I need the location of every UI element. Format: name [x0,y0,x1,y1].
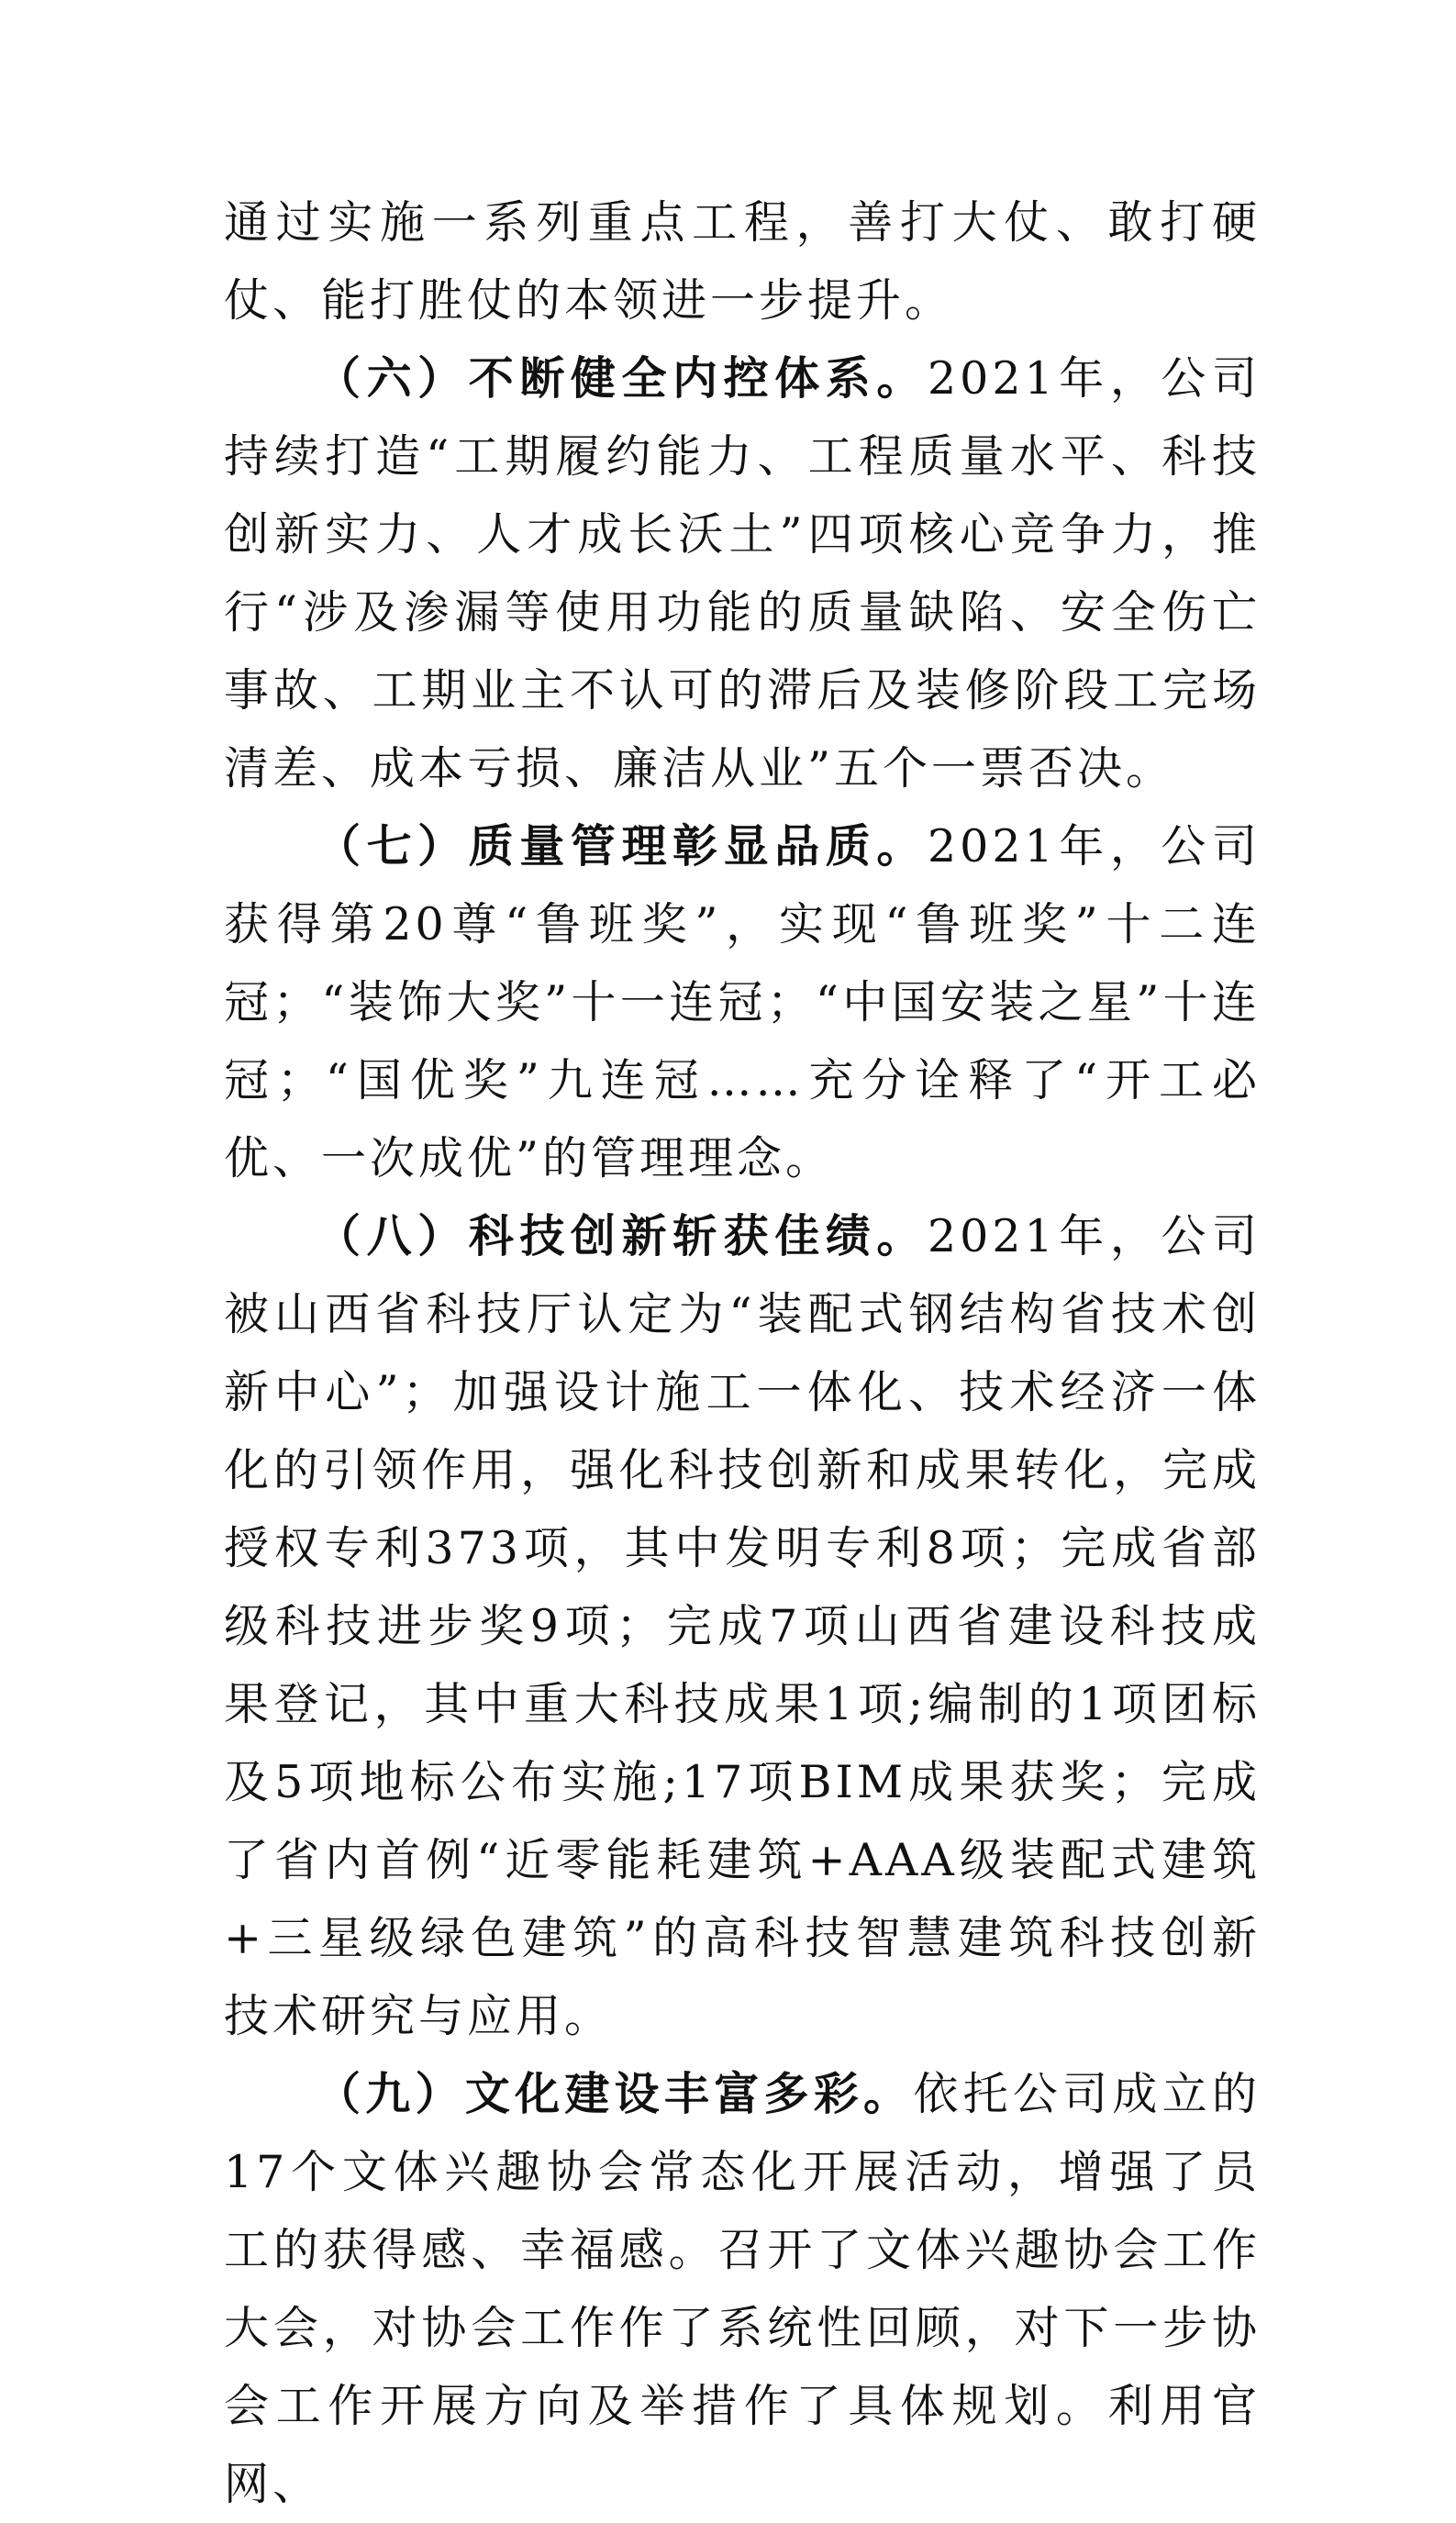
paragraph-heading: （六）不断健全内控体系。 [316,351,928,405]
paragraph-internal-control [224,339,1261,807]
paragraph-text: 通过实施一系列重点工程，善打大仗、敢打硬仗、能打胜仗的本领进一步提升。 [224,196,1261,327]
paragraph-heading: （八）科技创新斩获佳绩。 [316,1209,928,1262]
paragraph-quality-management [224,807,1261,1197]
paragraph-text: 依托公司成立的17个文体兴趣协会常态化开展活动，增强了员工的获得感、幸福感。召开了文体兴趣协会工作大会，对协会工作作了系统性回顾，对下一步协会工作开展方向及举措作了具体规划。利用官网、 [224,2068,1261,2510]
paragraph-heading: （九）文化建设丰富多彩。 [316,2067,914,2120]
paragraph-tech-innovation [224,1197,1261,2055]
paragraph-text: 2021年，公司被山西省科技厅认定为“装配式钢结构省技术创新中心”；加强设计施工一体化、技术经济一体化的引领作用，强化科技创新和成果转化，完成授权专利373项，其中发明专利8项；完成省部级科技进步奖9项；完成7项山西省建设科技成果登记，其中重大科技成果1项;编制的1项团标及5项地标公布实施;17项BIM成果获奖；完成了省内首例“近零能耗建筑+AAA级装配式建筑+三星级绿色建筑”的高科技智慧建筑科技创新技术研究与应用。 [224,1210,1261,2042]
paragraph-culture [224,2055,1261,2523]
paragraph-text: 2021年，公司持续打造“工期履约能力、工程质量水平、科技创新实力、人才成长沃土”四项核心竞争力，推行“涉及渗漏等使用功能的质量缺陷、安全伤亡事故、工期业主不认可的滞后及装修阶段工完场清差、成本亏损、廉洁从业”五个一票否决。 [224,352,1261,795]
paragraph-heading: （七）质量管理彰显品质。 [316,819,928,872]
paragraph-continuation [224,183,1261,339]
paragraph-text: 2021年，公司获得第20尊“鲁班奖”，实现“鲁班奖”十二连冠；“装饰大奖”十一连冠；“中国安装之星”十连冠；“国优奖”九连冠……充分诠释了“开工必优、一次成优”的管理理念。 [224,820,1261,1184]
document-page [224,183,1261,2523]
